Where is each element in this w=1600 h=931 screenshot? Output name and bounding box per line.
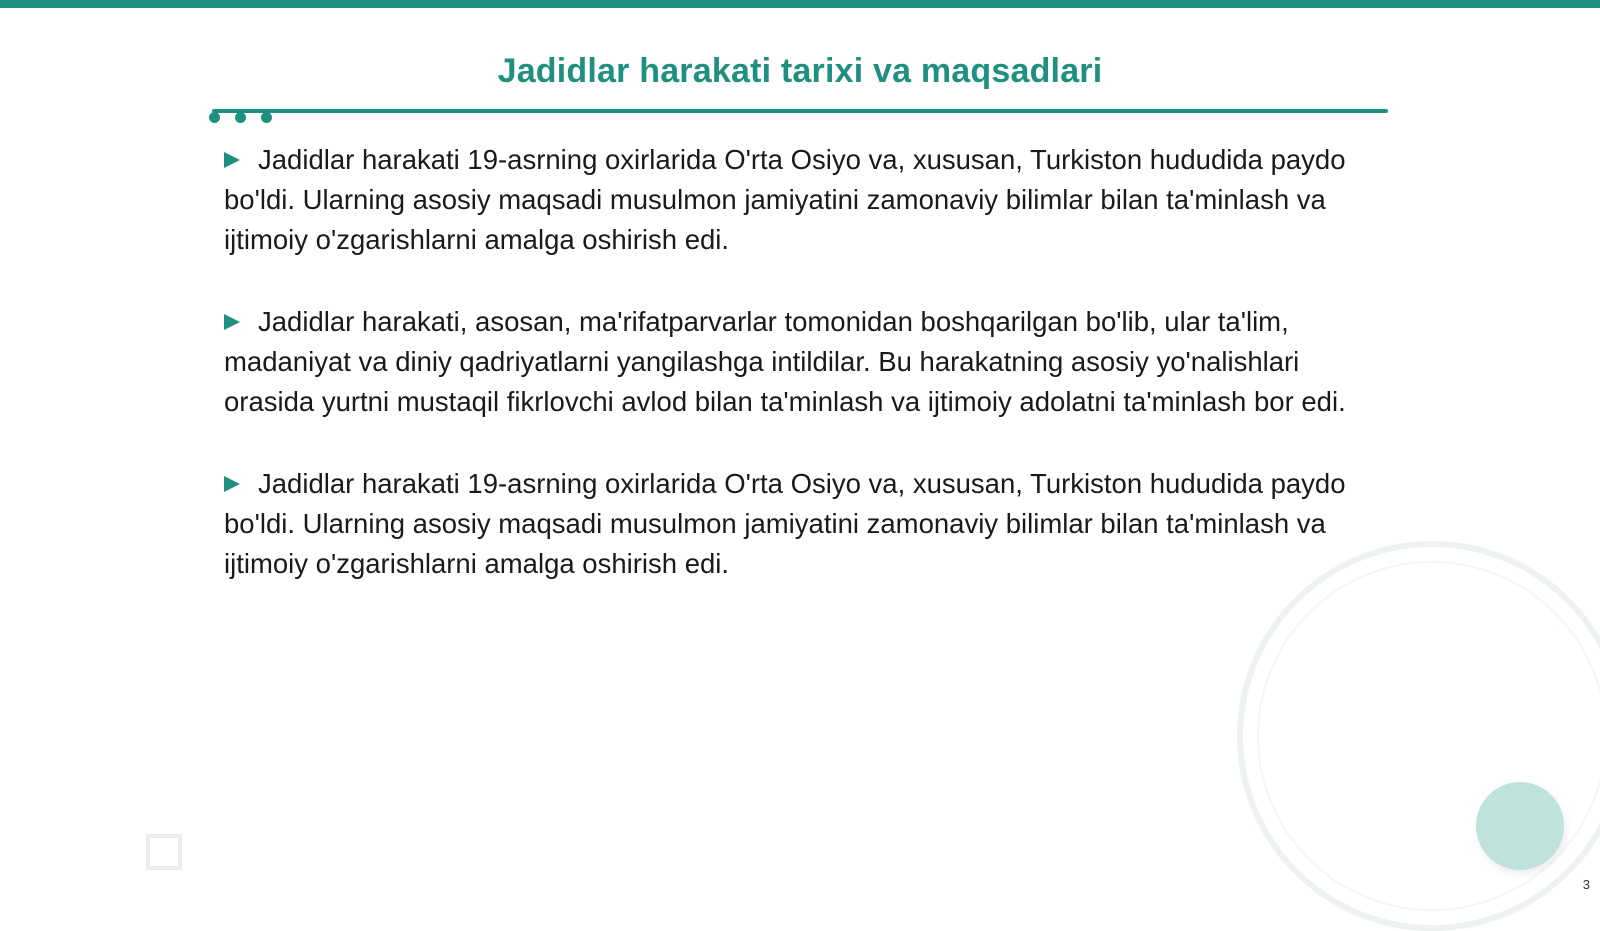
title-underline [212, 109, 1388, 113]
top-accent-bar [0, 0, 1600, 8]
decorative-dot [209, 112, 220, 123]
slide-body [224, 140, 1374, 626]
triangle-right-icon [224, 314, 240, 330]
bullet-paragraph [224, 464, 1374, 584]
bullet-paragraph [224, 140, 1374, 260]
page-number: 3 [1582, 877, 1590, 892]
triangle-right-icon [224, 476, 240, 492]
slide-title: Jadidlar harakati tarixi va maqsadlari [497, 52, 1103, 90]
paragraph-text: Jadidlar harakati, asosan, ma'rifatparvarlar tomonidan boshqarilgan bo'lib, ular ta'lim, madaniyat va diniy qadriyatlarni yangilashga intildilar. Bu harakatning asosiy yo'nalishlari orasida yurtni mustaqil fikrlovchi avlod bilan ta'minlash va ijtimoiy adolatni ta'minlash bor edi. [224, 306, 1346, 417]
paragraph-text: Jadidlar harakati 19-asrning oxirlarida O'rta Osiyo va, xususan, Turkiston hududida paydo bo'ldi. Ularning asosiy maqsadi musulmon jamiyatini zamonaviy bilimlar bilan ta'minlash va ijtimoiy o'zgarishlarni amalga oshirish edi. [224, 468, 1346, 579]
decorative-circle [1476, 782, 1564, 870]
paragraph-text: Jadidlar harakati 19-asrning oxirlarida O'rta Osiyo va, xususan, Turkiston hududida paydo bo'ldi. Ularning asosiy maqsadi musulmon jamiyatini zamonaviy bilimlar bilan ta'minlash va ijtimoiy o'zgarishlarni amalga oshirish edi. [224, 144, 1346, 255]
triangle-right-icon [224, 152, 240, 168]
bullet-paragraph [224, 302, 1374, 422]
decorative-dot [261, 112, 272, 123]
decorative-dot [235, 112, 246, 123]
decorative-square [146, 834, 182, 870]
